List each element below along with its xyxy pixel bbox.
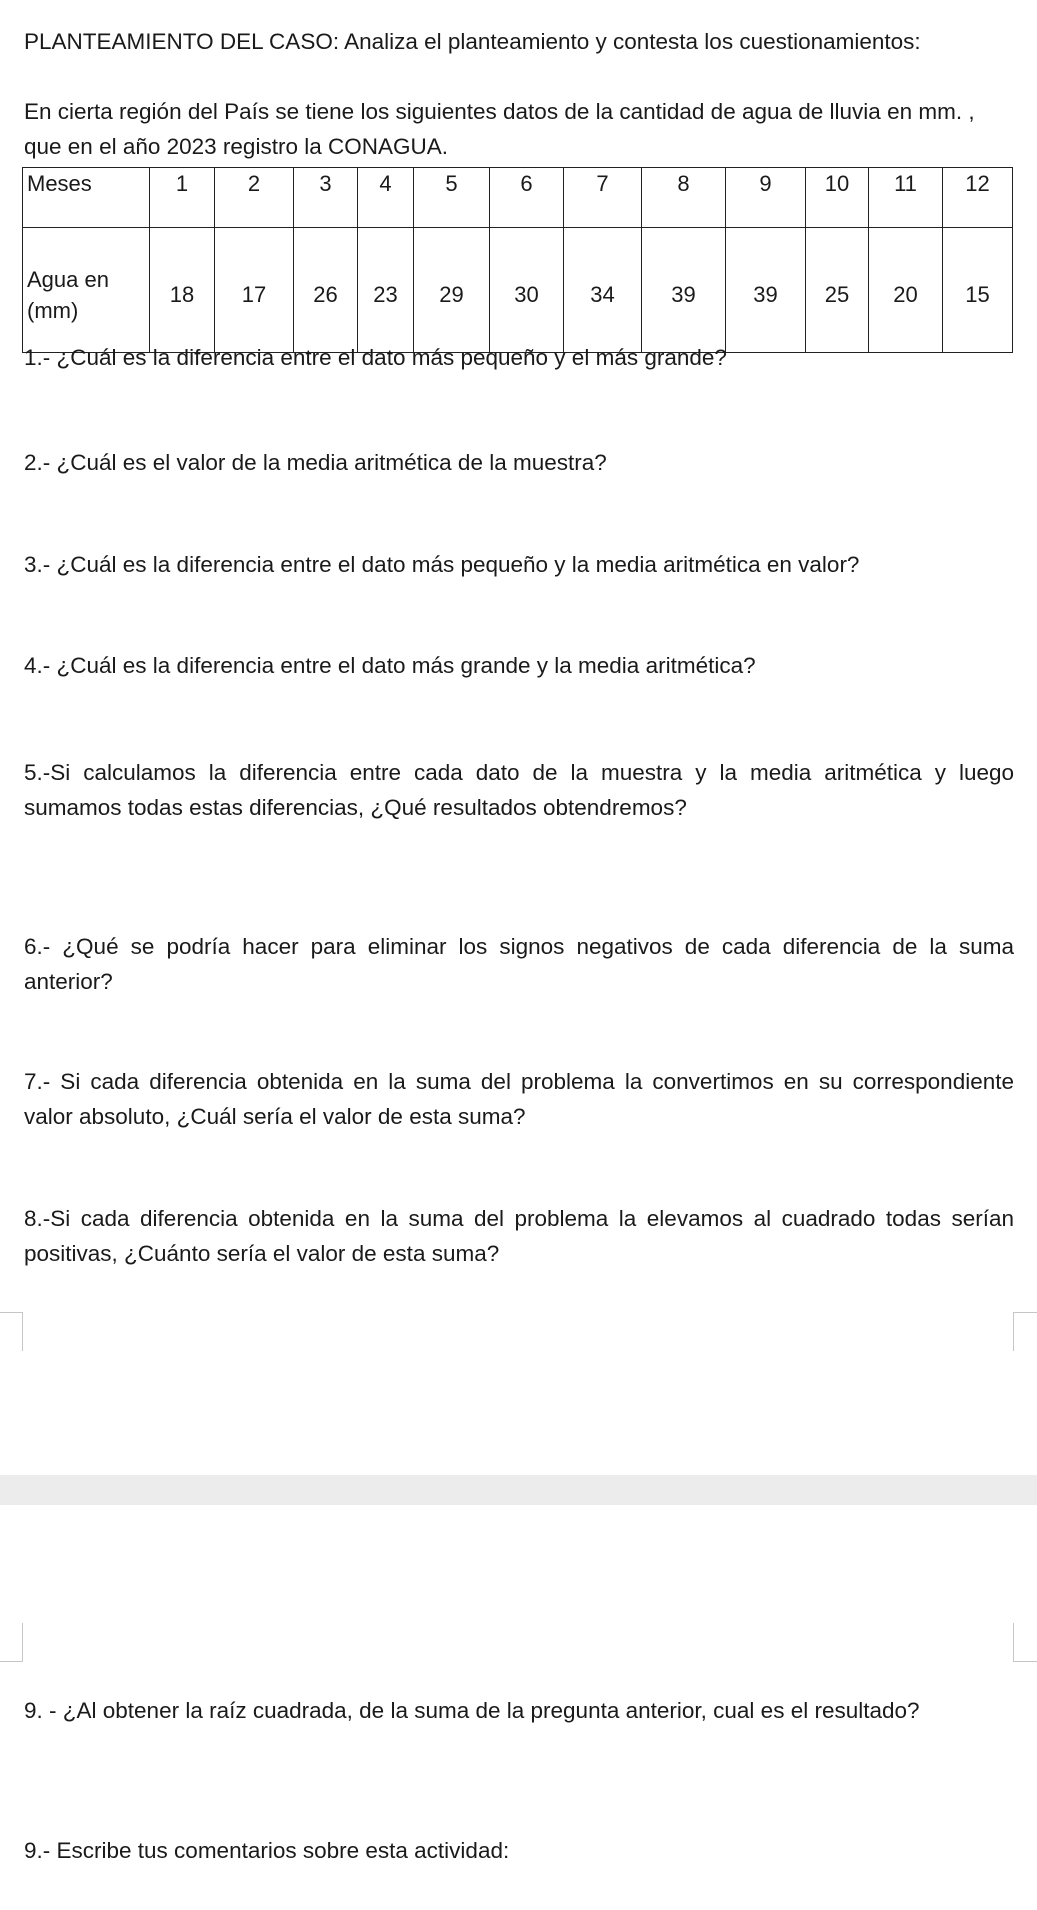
months-row [23,168,1013,228]
month-cell: 9 [726,168,806,228]
question-8: 8.-Si cada diferencia obtenida en la suma del problema la elevamos al cuadrado todas serían positivas, ¿Cuánto sería el valor de esta suma? [24,1206,1014,1266]
month-cell: 10 [806,168,869,228]
question-2: 2.- ¿Cuál es el valor de la media aritmética de la muestra? [24,450,607,475]
question-3: 3.- ¿Cuál es la diferencia entre el dato más pequeño y la media aritmética en valor? [24,552,860,577]
page-corner-mark [0,1312,23,1351]
month-cell: 8 [642,168,726,228]
months-header: Meses [23,168,150,228]
question-5: 5.-Si calculamos la diferencia entre cada dato de la muestra y la media aritmética y luego sumamos todas estas diferencias, ¿Qué resultados obtendremos? [24,760,1014,820]
page-corner-mark [1013,1312,1037,1351]
page-corner-mark [0,1623,23,1662]
rainfall-value-cell: 29 [414,228,490,353]
rainfall-value-cell: 18 [150,228,215,353]
month-cell: 11 [869,168,943,228]
page-break-gap [0,1475,1037,1505]
month-cell: 6 [490,168,564,228]
month-cell: 1 [150,168,215,228]
rainfall-value-cell: 34 [564,228,642,353]
rainfall-value-cell: 15 [943,228,1013,353]
comments-prompt: 9.- Escribe tus comentarios sobre esta actividad: [24,1838,510,1863]
rainfall-value-cell: 39 [726,228,806,353]
rainfall-value-cell: 23 [358,228,414,353]
case-title: PLANTEAMIENTO DEL CASO: Analiza el planteamiento y contesta los cuestionamientos: [24,29,921,54]
month-cell: 3 [294,168,358,228]
question-7: 7.- Si cada diferencia obtenida en la suma del problema la convertimos en su correspondiente valor absoluto, ¿Cuál sería el valor de esta suma? [24,1069,1014,1129]
question-1: 1.- ¿Cuál es la diferencia entre el dato más pequeño y el más grande? [24,345,727,370]
question-6: 6.- ¿Qué se podría hacer para eliminar los signos negativos de cada diferencia de la suma anterior? [24,934,1014,994]
rainfall-row [23,228,1013,353]
rainfall-value-cell: 26 [294,228,358,353]
question-4: 4.- ¿Cuál es la diferencia entre el dato más grande y la media aritmética? [24,653,756,678]
question-9: 9. - ¿Al obtener la raíz cuadrada, de la suma de la pregunta anterior, cual es el resultado? [24,1698,920,1723]
rainfall-value-cell: 39 [642,228,726,353]
rainfall-value-cell: 30 [490,228,564,353]
rainfall-value-cell: 17 [215,228,294,353]
month-cell: 5 [414,168,490,228]
rainfall-value-cell: 25 [806,228,869,353]
month-cell: 12 [943,168,1013,228]
rainfall-value-cell: 20 [869,228,943,353]
month-cell: 7 [564,168,642,228]
case-intro: En cierta región del País se tiene los siguientes datos de la cantidad de agua de lluvia en mm. , que en el año 2023 registro la CONAGUA. [24,99,975,159]
rainfall-table [22,167,1013,353]
month-cell: 2 [215,168,294,228]
month-cell: 4 [358,168,414,228]
rainfall-header: Agua en (mm) [23,228,150,353]
page-corner-mark [1013,1623,1037,1662]
